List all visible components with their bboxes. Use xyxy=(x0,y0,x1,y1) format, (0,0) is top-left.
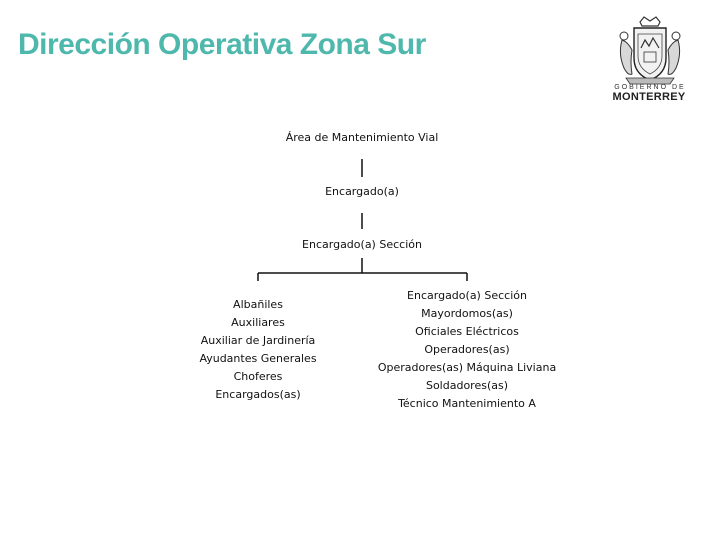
right-group-item: Técnico Mantenimiento A xyxy=(398,397,536,410)
node-level3: Encargado(a) Sección xyxy=(302,238,422,251)
right-group-item: Operadores(as) xyxy=(424,343,510,356)
left-group-item: Albañiles xyxy=(233,298,283,311)
left-group-item: Auxiliar de Jardinería xyxy=(200,334,316,347)
left-group xyxy=(199,296,316,404)
right-group-item: Soldadores(as) xyxy=(425,379,509,392)
logo-line1: GOBIERNO DE xyxy=(614,84,686,91)
right-group-item: Oficiales Eléctricos xyxy=(415,325,519,338)
left-group-item: Ayudantes Generales xyxy=(199,352,317,365)
left-group-item: Choferes xyxy=(233,370,283,383)
node-level2: Encargado(a) xyxy=(325,185,399,198)
left-group-item: Auxiliares xyxy=(231,316,285,329)
left-group-item: Encargados(as) xyxy=(215,388,301,401)
logo-line2: MONTERREY xyxy=(612,91,686,103)
right-group-item: Operadores(as) Máquina Liviana xyxy=(377,361,557,374)
page-title: Dirección Operativa Zona Sur xyxy=(18,28,426,61)
right-group-item: Encargado(a) Sección xyxy=(407,289,527,302)
node-root: Área de Mantenimiento Vial xyxy=(285,131,439,144)
right-group xyxy=(378,287,556,413)
right-group-item: Mayordomos(as) xyxy=(421,307,513,320)
